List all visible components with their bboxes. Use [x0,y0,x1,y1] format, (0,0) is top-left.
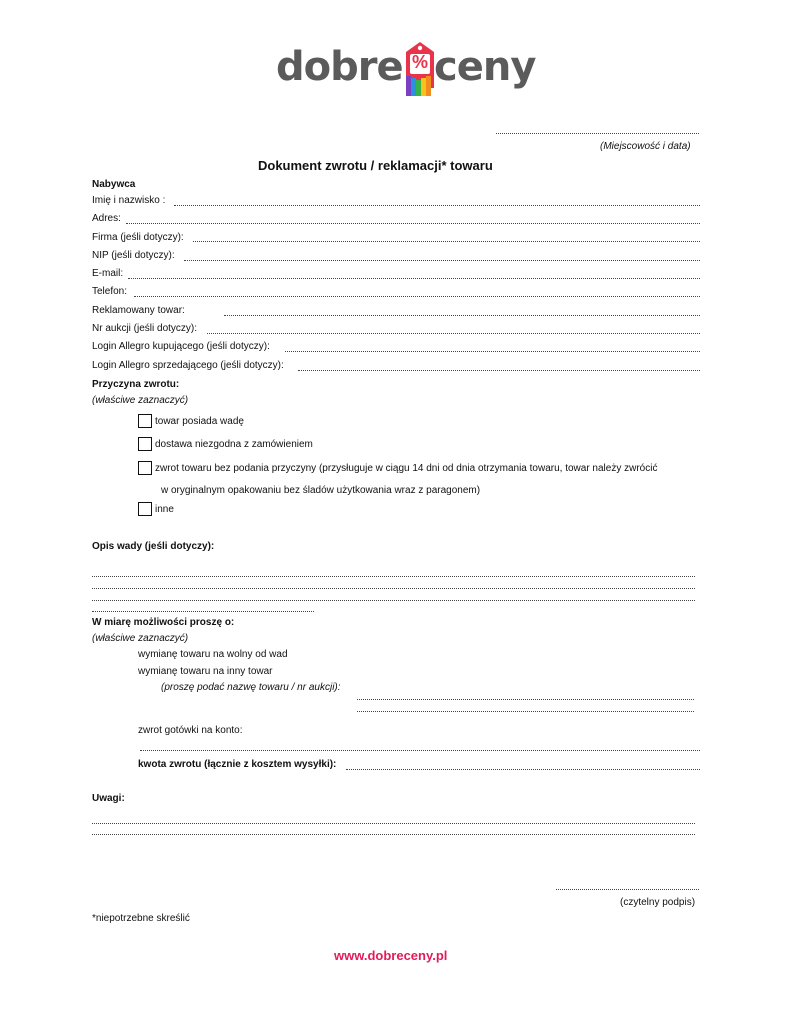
logo-word-left: dobre [276,44,403,90]
field-product-input[interactable] [224,315,700,316]
place-date-label: (Miejscowość i data) [600,141,691,152]
defect-line-4[interactable] [92,611,314,612]
reason-checkbox-no-reason[interactable] [138,461,152,475]
notes-heading: Uwagi: [92,793,125,804]
reason-checkbox-defect[interactable] [138,414,152,428]
reason-option-defect: towar posiada wadę [155,416,244,427]
signature-line[interactable] [556,889,699,890]
logo-word-right: ceny [434,44,536,90]
reason-option-mismatch: dostawa niezgodna z zamówieniem [155,439,313,450]
defect-heading: Opis wady (jeśli dotyczy): [92,541,215,552]
reason-checkbox-other[interactable] [138,502,152,516]
field-address-input[interactable] [126,223,700,224]
field-phone-input[interactable] [134,296,700,297]
reason-heading: Przyczyna zwrotu: [92,379,180,390]
field-auction-input[interactable] [207,333,700,334]
tag-symbol: % [412,52,429,72]
request-option-refund[interactable]: zwrot gotówki na konto: [138,725,243,736]
signature-label: (czytelny podpis) [620,897,696,908]
request-heading: W miarę możliwości proszę o: [92,617,235,628]
logo [276,40,536,100]
field-company-input[interactable] [193,241,700,242]
reason-option-other: inne [155,504,174,515]
request-other-hint: (proszę podać nazwę towaru / nr aukcji): [161,682,341,693]
defect-line-1[interactable] [92,576,695,577]
field-seller-login-input[interactable] [298,370,700,371]
field-buyer-login-label: Login Allegro kupującego (jeśli dotyczy): [92,341,270,352]
notes-line-1[interactable] [92,823,695,824]
footnote: *niepotrzebne skreślić [92,913,190,924]
field-email-label: E-mail: [92,268,124,279]
field-product-label: Reklamowany towar: [92,305,185,316]
refund-account-line[interactable] [140,750,700,751]
field-name-label: Imię i nazwisko : [92,195,166,206]
reason-option-no-reason: zwrot towaru bez podania przyczyny (przysługuje w ciągu 14 dni od dnia otrzymania towaru, towar należy zwrócić [155,463,658,474]
website-link[interactable]: www.dobreceny.pl [334,948,448,963]
field-address-label: Adres: [92,213,121,224]
place-date-line [496,133,699,134]
reason-option-no-reason-cont: w oryginalnym opakowaniu bez śladów użytkowania wraz z paragonem) [161,485,481,496]
field-nip-input[interactable] [184,260,700,261]
field-seller-login-label: Login Allegro sprzedającego (jeśli dotyczy): [92,360,284,371]
field-auction-label: Nr aukcji (jeśli dotyczy): [92,323,198,334]
request-hint: (właściwe zaznaczyć) [92,633,189,644]
reason-checkbox-mismatch[interactable] [138,437,152,451]
document-title: Dokument zwrotu / reklamacji* towaru [258,158,493,173]
field-name-input[interactable] [174,205,700,206]
request-other-line-1[interactable] [357,699,694,700]
defect-line-3[interactable] [92,600,695,601]
field-buyer-login-input[interactable] [285,351,700,352]
field-company-label: Firma (jeśli dotyczy): [92,232,184,243]
refund-amount-label: kwota zwrotu (łącznie z kosztem wysyłki): [138,759,337,770]
notes-line-2[interactable] [92,834,695,835]
request-option-replace-other[interactable]: wymianę towaru na inny towar [138,666,273,677]
request-option-replace-defect-free[interactable]: wymianę towaru na wolny od wad [138,649,288,660]
defect-line-2[interactable] [92,588,695,589]
field-nip-label: NIP (jeśli dotyczy): [92,250,175,261]
field-phone-label: Telefon: [92,286,128,297]
reason-hint: (właściwe zaznaczyć) [92,395,189,406]
field-email-input[interactable] [128,278,700,279]
refund-amount-line[interactable] [346,769,700,770]
request-other-line-2[interactable] [357,711,694,712]
buyer-heading: Nabywca [92,179,136,190]
